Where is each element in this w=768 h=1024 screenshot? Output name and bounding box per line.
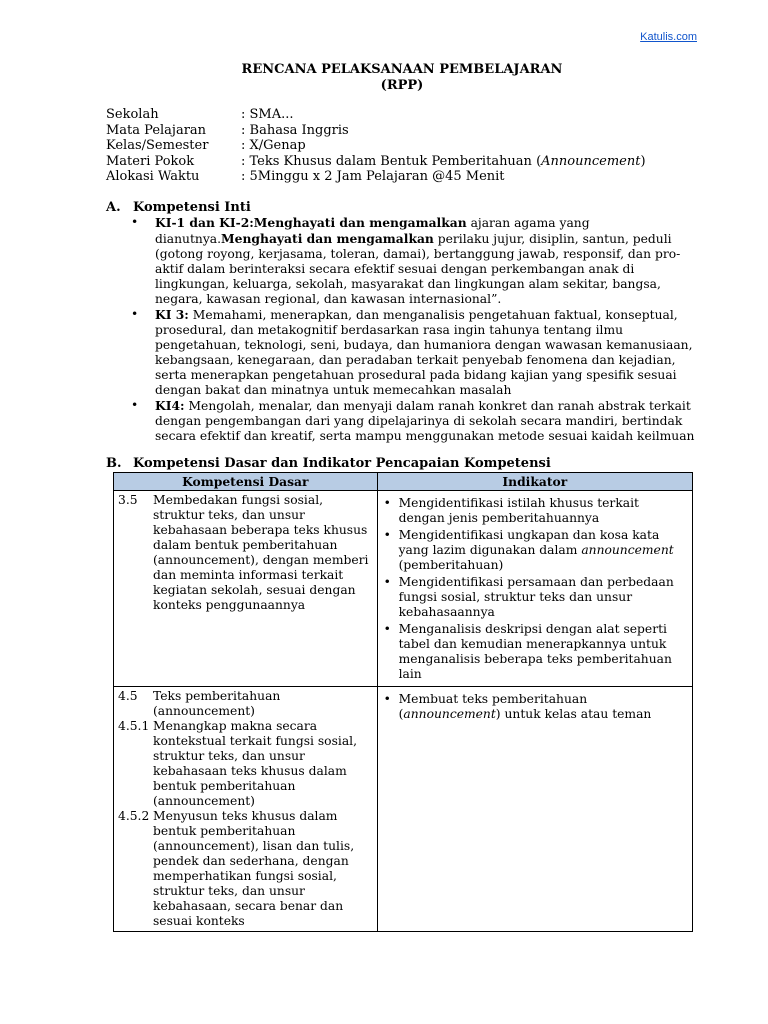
meta-row-time: Alokasi Waktu : 5Minggu x 2 Jam Pelajaran @45 Menit xyxy=(106,169,505,184)
document-subtitle: (RPP) xyxy=(380,78,424,93)
source-link[interactable]: Katulis.com xyxy=(640,31,697,43)
meta-row-subject: Mata Pelajaran : Bahasa Inggris xyxy=(106,122,349,138)
kd-cell xyxy=(114,687,378,932)
ki-item: • KI 3: Memahami, menerapkan, dan menganalisis pengetahuan faktual, konseptual, prosedural, dan metakognitif berdasarkan rasa ingin tahunya tentang ilmu pengetahuan, teknologi, seni, budaya, dan humaniora dengan wawasan kemanusiaan, kebangsaan, kenegaraan, dan peradaban terkait penyebab fenomena dan kejadian, serta menerapkan pengetahuan prosedural pada bidang kajian yang spesifik sesuai dengan bakat dan minatnya untuk memecahkan masalah xyxy=(131,307,693,397)
kd-item: 4.5 Teks pemberitahuan (announcement) xyxy=(118,689,281,718)
document-title: RENCANA PELAKSANAAN PEMBELAJARAN xyxy=(241,62,563,77)
table-row xyxy=(114,491,693,687)
kd-item: 4.5.1 Menangkap makna secara kontekstual terkait fungsi sosial, struktur teks, dan unsur kebahasaan teks khusus dalam bentuk pemberitahuan (announcement) xyxy=(118,719,357,808)
bullet-icon: • xyxy=(131,307,139,321)
ki-item: • KI4: Mengolah, menalar, dan menyaji dalam ranah konkret dan ranah abstrak terkait dengan pengembangan dari yang dipelajarinya di sekolah secara mandiri, bertindak secara efektif dan kreatif, serta mampu menggunakan metode sesuai kaidah keilmuan xyxy=(131,398,695,443)
kd-cell xyxy=(114,491,378,687)
bullet-icon: • xyxy=(383,575,391,589)
bullet-icon: • xyxy=(131,398,139,412)
indikator-item: • Mengidentifikasi persamaan dan perbedaan fungsi sosial, struktur teks dan unsur kebahasaannya xyxy=(383,575,674,619)
indikator-cell xyxy=(377,491,692,687)
meta-row-class: Kelas/Semester : X/Genap xyxy=(106,138,306,153)
bullet-icon: • xyxy=(383,622,391,636)
kd-item: 4.5.2 Menyusun teks khusus dalam bentuk pemberitahuan (announcement), lisan dan tulis, pendek dan sederhana, dengan memperhatikan fungsi sosial, struktur teks, dan unsur kebahasaan, secara benar dan sesuai konteks xyxy=(118,809,355,928)
indikator-item: • Mengidentifikasi ungkapan dan kosa kata yang lazim digunakan dalam announcement (pemberitahuan) xyxy=(383,528,674,572)
meta-row-school: Sekolah : SMA... xyxy=(106,107,294,122)
table-row xyxy=(114,687,693,932)
indikator-item: • Menganalisis deskripsi dengan alat seperti tabel dan kemudian menerapkannya untuk menganalisis beberapa teks pemberitahuan lain xyxy=(383,622,672,681)
indikator-cell xyxy=(377,687,692,932)
ki-item: • KI-1 dan KI-2:Menghayati dan mengamalkan ajaran agama yang dianutnya.Menghayati dan mengamalkan perilaku jujur, disiplin, santun, peduli (gotong royong, kerjasama, toleran, damai), bertanggung jawab, responsif, dan pro-aktif dalam berinteraksi secara efektif sesuai dengan perkembangan anak di lingkungan, keluarga, sekolah, masyarakat dan lingkungan alam sekitar, bangsa, negara, kawasan regional, dan kawasan internasional”. xyxy=(131,215,681,306)
header-indikator: Indikator xyxy=(377,473,692,491)
bullet-icon: • xyxy=(383,692,391,706)
bullet-icon: • xyxy=(383,496,391,510)
bullet-icon: • xyxy=(131,215,139,229)
competency-table xyxy=(113,472,693,932)
ki-list xyxy=(131,215,695,444)
indikator-item: • Mengidentifikasi istilah khusus terkait dengan jenis pemberitahuannya xyxy=(383,496,639,525)
identity-block xyxy=(106,107,646,185)
indikator-item: • Membuat teks pemberitahuan (announcement) untuk kelas atau teman xyxy=(383,692,652,721)
header-kd: Kompetensi Dasar xyxy=(114,473,378,491)
table-header-row xyxy=(114,473,693,491)
kd-item: 3.5 Membedakan fungsi sosial, struktur teks, dan unsur kebahasaan beberapa teks khusus dalam bentuk pemberitahuan (announcement), dengan memberi dan meminta informasi terkait kegiatan sekolah, sesuai dengan konteks penggunaannya xyxy=(118,493,369,612)
meta-row-topic: Materi Pokok : Teks Khusus dalam Bentuk Pemberitahuan (Announcement) xyxy=(106,153,646,169)
bullet-icon: • xyxy=(383,528,391,542)
section-b-heading: B. Kompetensi Dasar dan Indikator Pencapaian Kompetensi xyxy=(106,456,551,471)
section-a-heading: A. Kompetensi Inti xyxy=(106,200,251,215)
